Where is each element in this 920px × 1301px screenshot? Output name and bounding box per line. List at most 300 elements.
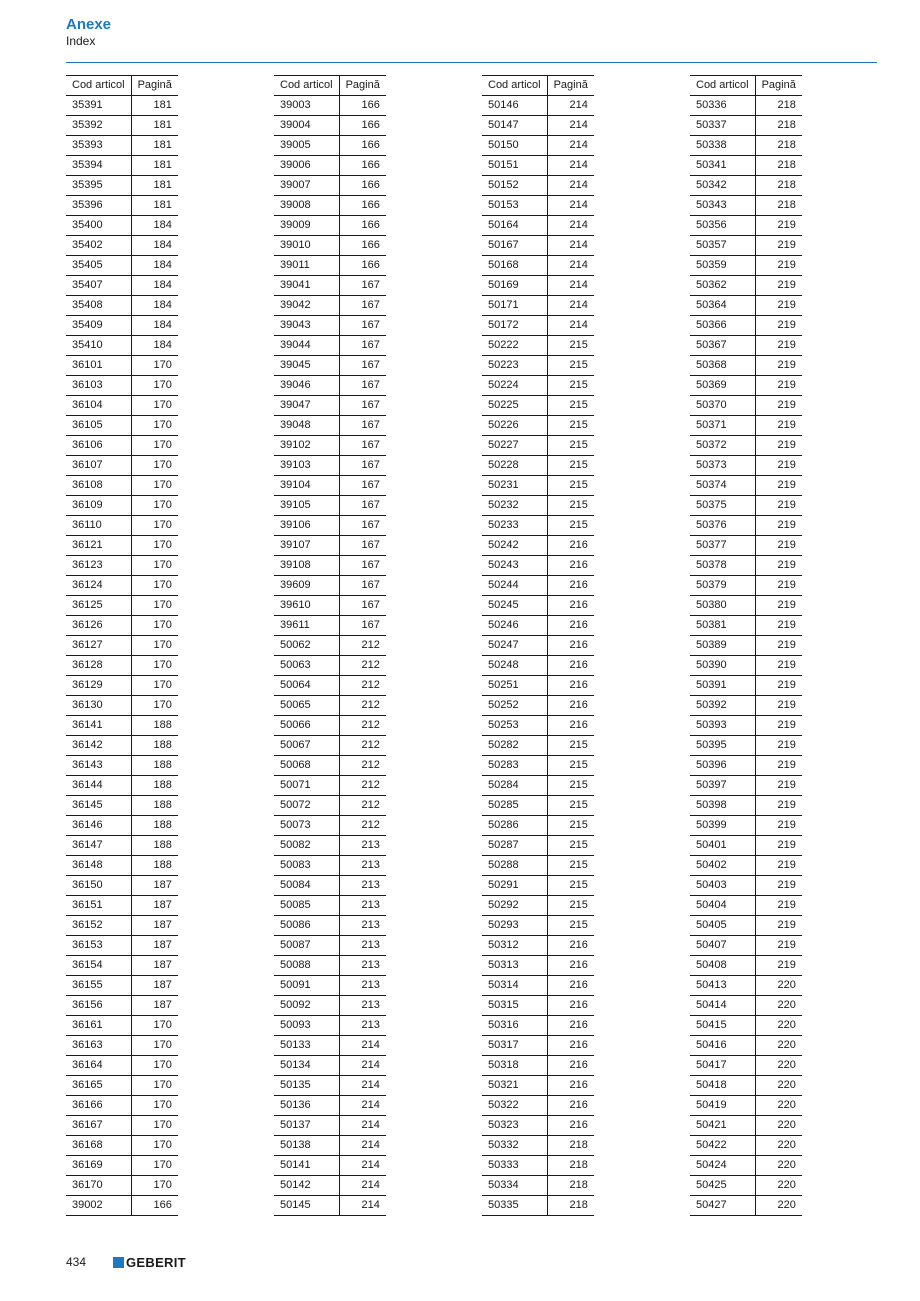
article-code: 50427 <box>690 1196 755 1216</box>
table-row <box>66 496 178 516</box>
article-code: 39002 <box>66 1196 131 1216</box>
page-ref: 219 <box>755 816 802 836</box>
page-ref: 214 <box>339 1076 386 1096</box>
table-row <box>482 696 594 716</box>
article-code: 50405 <box>690 916 755 936</box>
page-ref: 170 <box>131 476 178 496</box>
page-ref: 220 <box>755 1076 802 1096</box>
article-code: 36151 <box>66 896 131 916</box>
page-ref: 170 <box>131 536 178 556</box>
article-code: 50228 <box>482 456 547 476</box>
table-row <box>66 816 178 836</box>
article-code: 50283 <box>482 756 547 776</box>
page-ref: 170 <box>131 1156 178 1176</box>
table-row <box>66 576 178 596</box>
table-row <box>66 216 178 236</box>
table-row <box>690 1156 802 1176</box>
article-code: 36124 <box>66 576 131 596</box>
article-code: 50232 <box>482 496 547 516</box>
article-code: 50389 <box>690 636 755 656</box>
page-ref: 219 <box>755 896 802 916</box>
page-ref: 219 <box>755 736 802 756</box>
page-ref: 170 <box>131 1176 178 1196</box>
page-ref: 170 <box>131 1076 178 1096</box>
article-code: 50341 <box>690 156 755 176</box>
table-row <box>482 536 594 556</box>
page-ref: 216 <box>547 716 594 736</box>
page-ref: 220 <box>755 1116 802 1136</box>
table-row <box>274 136 386 156</box>
table-row <box>66 936 178 956</box>
table-row <box>482 176 594 196</box>
page-ref: 212 <box>339 796 386 816</box>
article-code: 39610 <box>274 596 339 616</box>
article-code: 50142 <box>274 1176 339 1196</box>
table-row <box>66 516 178 536</box>
page-ref: 214 <box>547 216 594 236</box>
page-ref: 166 <box>339 156 386 176</box>
article-code: 39011 <box>274 256 339 276</box>
article-code: 35409 <box>66 316 131 336</box>
article-code: 50364 <box>690 296 755 316</box>
index-table-2 <box>274 75 386 1216</box>
table-row <box>66 1176 178 1196</box>
table-row <box>690 856 802 876</box>
table-row <box>66 956 178 976</box>
page-ref: 166 <box>131 1196 178 1216</box>
article-code: 35393 <box>66 136 131 156</box>
table-row <box>274 1116 386 1136</box>
article-code: 36150 <box>66 876 131 896</box>
page-ref: 216 <box>547 616 594 636</box>
page-ref: 213 <box>339 1016 386 1036</box>
article-code: 39003 <box>274 96 339 116</box>
table-row <box>274 256 386 276</box>
table-row <box>274 616 386 636</box>
article-code: 50065 <box>274 696 339 716</box>
page-ref: 181 <box>131 196 178 216</box>
table-row <box>482 456 594 476</box>
table-row <box>66 96 178 116</box>
article-code: 35408 <box>66 296 131 316</box>
page-ref: 187 <box>131 916 178 936</box>
article-code: 39108 <box>274 556 339 576</box>
table-row <box>66 916 178 936</box>
table-row <box>690 716 802 736</box>
page-ref: 216 <box>547 576 594 596</box>
page-ref: 170 <box>131 576 178 596</box>
article-code: 39048 <box>274 416 339 436</box>
article-code: 39041 <box>274 276 339 296</box>
article-code: 50356 <box>690 216 755 236</box>
article-code: 50287 <box>482 836 547 856</box>
table-row <box>274 736 386 756</box>
table-row <box>482 1096 594 1116</box>
article-code: 50292 <box>482 896 547 916</box>
page-ref: 219 <box>755 616 802 636</box>
page-ref: 166 <box>339 96 386 116</box>
table-row <box>66 596 178 616</box>
page-ref: 166 <box>339 136 386 156</box>
table-row <box>66 896 178 916</box>
page-ref: 181 <box>131 156 178 176</box>
article-code: 50147 <box>482 116 547 136</box>
article-code: 50087 <box>274 936 339 956</box>
page-ref: 166 <box>339 256 386 276</box>
table-row <box>690 116 802 136</box>
article-code: 50336 <box>690 96 755 116</box>
page-ref: 170 <box>131 556 178 576</box>
article-code: 50343 <box>690 196 755 216</box>
article-code: 50242 <box>482 536 547 556</box>
table-row <box>482 836 594 856</box>
table-row <box>66 1036 178 1056</box>
table-row <box>690 396 802 416</box>
brand-name: GEBERIT <box>126 1255 186 1270</box>
article-code: 39045 <box>274 356 339 376</box>
page-ref: 184 <box>131 256 178 276</box>
article-code: 50416 <box>690 1036 755 1056</box>
page-ref: 219 <box>755 536 802 556</box>
article-code: 50372 <box>690 436 755 456</box>
index-table-3 <box>482 75 594 1216</box>
page-ref: 216 <box>547 976 594 996</box>
page-ref: 170 <box>131 356 178 376</box>
article-code: 50315 <box>482 996 547 1016</box>
article-code: 50245 <box>482 596 547 616</box>
article-code: 50322 <box>482 1096 547 1116</box>
table-row <box>690 196 802 216</box>
header-code: Cod articol <box>66 76 131 96</box>
table-row <box>66 736 178 756</box>
article-code: 36142 <box>66 736 131 756</box>
article-code: 50313 <box>482 956 547 976</box>
article-code: 50323 <box>482 1116 547 1136</box>
table-row <box>66 236 178 256</box>
article-code: 39103 <box>274 456 339 476</box>
article-code: 50398 <box>690 796 755 816</box>
page-ref: 188 <box>131 796 178 816</box>
article-code: 36166 <box>66 1096 131 1116</box>
article-code: 36110 <box>66 516 131 536</box>
article-code: 50337 <box>690 116 755 136</box>
brand-logo <box>113 1255 186 1270</box>
table-row <box>690 996 802 1016</box>
table-row <box>274 776 386 796</box>
article-code: 36105 <box>66 416 131 436</box>
article-code: 36106 <box>66 436 131 456</box>
table-row <box>690 376 802 396</box>
table-row <box>274 576 386 596</box>
article-code: 50244 <box>482 576 547 596</box>
table-row <box>66 1016 178 1036</box>
article-code: 50091 <box>274 976 339 996</box>
article-code: 50373 <box>690 456 755 476</box>
article-code: 50371 <box>690 416 755 436</box>
header-code: Cod articol <box>274 76 339 96</box>
table-row <box>690 316 802 336</box>
page-ref: 167 <box>339 396 386 416</box>
article-code: 39007 <box>274 176 339 196</box>
page-ref: 181 <box>131 96 178 116</box>
table-row <box>274 656 386 676</box>
page-ref: 219 <box>755 876 802 896</box>
page-ref: 167 <box>339 336 386 356</box>
article-code: 50407 <box>690 936 755 956</box>
page-ref: 167 <box>339 456 386 476</box>
article-code: 36125 <box>66 596 131 616</box>
article-code: 50338 <box>690 136 755 156</box>
table-row <box>482 616 594 636</box>
table-row <box>274 1196 386 1216</box>
table-row <box>690 1136 802 1156</box>
page-ref: 219 <box>755 596 802 616</box>
table-row <box>482 856 594 876</box>
table-row <box>66 756 178 776</box>
table-row <box>66 436 178 456</box>
table-row <box>66 1156 178 1176</box>
article-code: 35395 <box>66 176 131 196</box>
article-code: 50418 <box>690 1076 755 1096</box>
article-code: 39043 <box>274 316 339 336</box>
table-row <box>66 116 178 136</box>
table-row <box>482 516 594 536</box>
page-ref: 219 <box>755 436 802 456</box>
page-ref: 187 <box>131 896 178 916</box>
article-code: 50404 <box>690 896 755 916</box>
article-code: 39106 <box>274 516 339 536</box>
article-code: 36144 <box>66 776 131 796</box>
table-row <box>66 356 178 376</box>
page-ref: 215 <box>547 756 594 776</box>
article-code: 50093 <box>274 1016 339 1036</box>
page-ref: 212 <box>339 636 386 656</box>
table-row <box>482 916 594 936</box>
table-row <box>482 1156 594 1176</box>
page-ref: 170 <box>131 616 178 636</box>
table-row <box>482 96 594 116</box>
page-ref: 212 <box>339 716 386 736</box>
page-ref: 170 <box>131 1096 178 1116</box>
brand-square-icon <box>113 1257 124 1268</box>
table-row <box>274 296 386 316</box>
table-row <box>690 176 802 196</box>
page-ref: 167 <box>339 436 386 456</box>
article-code: 50381 <box>690 616 755 636</box>
table-row <box>690 536 802 556</box>
table-row <box>482 196 594 216</box>
table-row <box>482 276 594 296</box>
article-code: 50399 <box>690 816 755 836</box>
page-ref: 214 <box>547 316 594 336</box>
table-row <box>274 1076 386 1096</box>
page-ref: 219 <box>755 936 802 956</box>
article-code: 50408 <box>690 956 755 976</box>
table-row <box>690 1016 802 1036</box>
article-code: 50138 <box>274 1136 339 1156</box>
article-code: 50072 <box>274 796 339 816</box>
table-row <box>274 716 386 736</box>
table-row <box>66 476 178 496</box>
page-ref: 218 <box>755 176 802 196</box>
page-ref: 213 <box>339 976 386 996</box>
table-row <box>274 336 386 356</box>
table-row <box>66 1056 178 1076</box>
page-ref: 170 <box>131 416 178 436</box>
table-row <box>482 1176 594 1196</box>
article-code: 50380 <box>690 596 755 616</box>
table-row <box>66 176 178 196</box>
article-code: 50392 <box>690 696 755 716</box>
table-row <box>482 476 594 496</box>
article-code: 50368 <box>690 356 755 376</box>
table-row <box>274 436 386 456</box>
article-code: 50146 <box>482 96 547 116</box>
table-row <box>690 936 802 956</box>
page-ref: 212 <box>339 776 386 796</box>
article-code: 39107 <box>274 536 339 556</box>
page-ref: 220 <box>755 1096 802 1116</box>
table-row <box>690 616 802 636</box>
article-code: 36141 <box>66 716 131 736</box>
table-row <box>274 1136 386 1156</box>
table-row <box>690 956 802 976</box>
table-row <box>274 796 386 816</box>
page-ref: 214 <box>547 156 594 176</box>
page-ref: 220 <box>755 1016 802 1036</box>
article-code: 50321 <box>482 1076 547 1096</box>
table-row <box>66 616 178 636</box>
article-code: 50282 <box>482 736 547 756</box>
table-row <box>482 216 594 236</box>
page-ref: 212 <box>339 736 386 756</box>
table-row <box>482 496 594 516</box>
page-ref: 213 <box>339 836 386 856</box>
table-row <box>690 1036 802 1056</box>
page-ref: 218 <box>755 96 802 116</box>
article-code: 50145 <box>274 1196 339 1216</box>
table-row <box>66 636 178 656</box>
article-code: 50288 <box>482 856 547 876</box>
table-row <box>66 536 178 556</box>
page-ref: 184 <box>131 276 178 296</box>
page-ref: 219 <box>755 856 802 876</box>
page-ref: 220 <box>755 1056 802 1076</box>
page-ref: 219 <box>755 796 802 816</box>
page-ref: 218 <box>547 1136 594 1156</box>
page-ref: 187 <box>131 936 178 956</box>
table-row <box>274 1036 386 1056</box>
table-header-row <box>690 76 802 96</box>
table-row <box>482 756 594 776</box>
table-row <box>482 1196 594 1216</box>
table-row <box>274 976 386 996</box>
page-ref: 219 <box>755 516 802 536</box>
article-code: 36101 <box>66 356 131 376</box>
article-code: 50171 <box>482 296 547 316</box>
table-row <box>690 476 802 496</box>
table-row <box>274 456 386 476</box>
page-ref: 215 <box>547 496 594 516</box>
page-ref: 219 <box>755 696 802 716</box>
article-code: 36107 <box>66 456 131 476</box>
article-code: 50357 <box>690 236 755 256</box>
table-row <box>66 676 178 696</box>
page-ref: 212 <box>339 656 386 676</box>
article-code: 39009 <box>274 216 339 236</box>
article-code: 50333 <box>482 1156 547 1176</box>
page-ref: 167 <box>339 616 386 636</box>
page-ref: 215 <box>547 816 594 836</box>
article-code: 50370 <box>690 396 755 416</box>
table-row <box>274 676 386 696</box>
article-code: 36147 <box>66 836 131 856</box>
table-row <box>690 636 802 656</box>
page-ref: 214 <box>339 1176 386 1196</box>
table-row <box>482 296 594 316</box>
page-ref: 219 <box>755 216 802 236</box>
article-code: 50375 <box>690 496 755 516</box>
page-ref: 216 <box>547 956 594 976</box>
article-code: 39102 <box>274 436 339 456</box>
table-row <box>690 1196 802 1216</box>
page-ref: 170 <box>131 496 178 516</box>
page-ref: 215 <box>547 796 594 816</box>
article-code: 39006 <box>274 156 339 176</box>
article-code: 50083 <box>274 856 339 876</box>
table-row <box>482 1116 594 1136</box>
page-ref: 214 <box>547 136 594 156</box>
page-ref: 219 <box>755 476 802 496</box>
table-row <box>690 556 802 576</box>
article-code: 36153 <box>66 936 131 956</box>
article-code: 36129 <box>66 676 131 696</box>
table-row <box>66 556 178 576</box>
page-ref: 212 <box>339 676 386 696</box>
article-code: 36146 <box>66 816 131 836</box>
table-row <box>482 236 594 256</box>
article-code: 35391 <box>66 96 131 116</box>
article-code: 50247 <box>482 636 547 656</box>
page-ref: 213 <box>339 996 386 1016</box>
article-code: 36161 <box>66 1016 131 1036</box>
article-code: 50395 <box>690 736 755 756</box>
page-ref: 218 <box>547 1196 594 1216</box>
article-code: 35396 <box>66 196 131 216</box>
table-row <box>482 316 594 336</box>
table-row <box>274 536 386 556</box>
table-row <box>690 656 802 676</box>
table-row <box>690 256 802 276</box>
article-code: 50334 <box>482 1176 547 1196</box>
page-ref: 214 <box>339 1196 386 1216</box>
article-code: 39042 <box>274 296 339 316</box>
table-row <box>482 576 594 596</box>
table-row <box>274 636 386 656</box>
table-row <box>274 1096 386 1116</box>
article-code: 50168 <box>482 256 547 276</box>
page-ref: 215 <box>547 416 594 436</box>
table-row <box>482 1076 594 1096</box>
page-ref: 167 <box>339 476 386 496</box>
table-row <box>482 656 594 676</box>
page-ref: 170 <box>131 436 178 456</box>
article-code: 50226 <box>482 416 547 436</box>
article-code: 50316 <box>482 1016 547 1036</box>
page-ref: 218 <box>755 196 802 216</box>
article-code: 36155 <box>66 976 131 996</box>
article-code: 50318 <box>482 1056 547 1076</box>
